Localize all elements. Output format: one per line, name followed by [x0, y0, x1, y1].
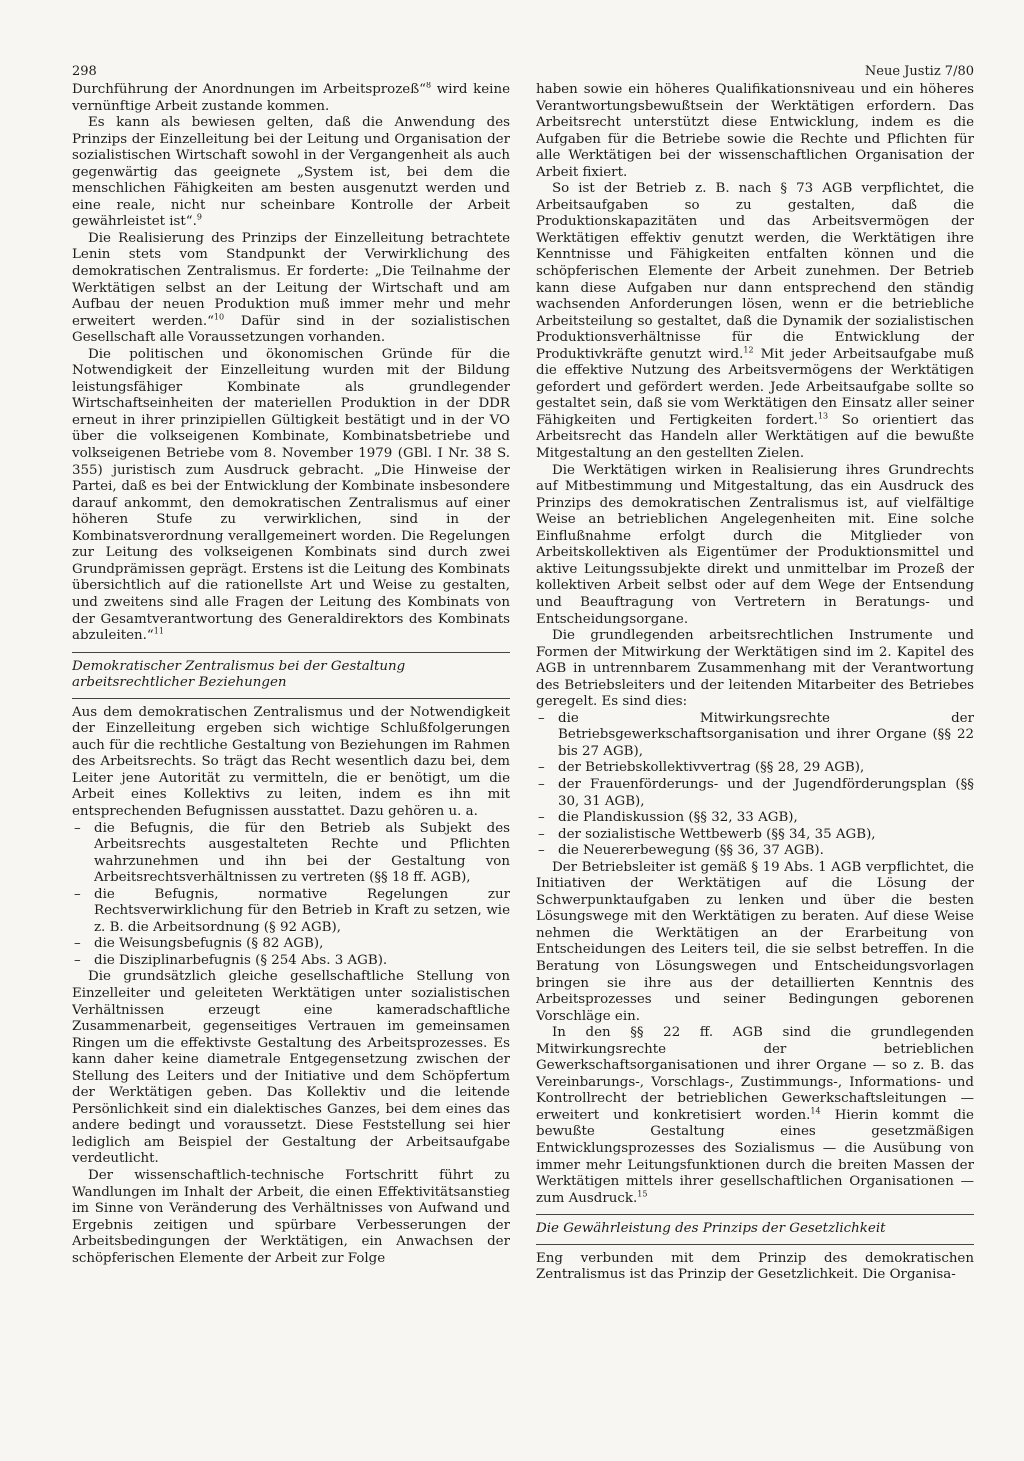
section-heading: Demokratischer Zentralismus bei der Gestaltung arbeitsrechtlicher Beziehungen: [72, 652, 510, 699]
paragraph: Der Betriebsleiter ist gemäß § 19 Abs. 1 AGB verpflichtet, die Initiativen der Werktätigen auf die Lösung der Schwerpunktaufgaben zu lenken und über die besten Lösungswege mit den Werktätigen zu beraten. Auf diese Weise nehmen die Werktätigen an der Erarbeitung von Entscheidungen des Leiters teil, die sie selbst betreffen. In die Beratung von Lösungswegen und Entscheidungsvorlagen bringen sie ihre aus der detaillierten Kenntnis des Arbeitsprozesses und seiner Bedingungen geborenen Vorschläge ein.: [536, 859, 974, 1024]
right-column: [536, 82, 974, 1412]
footnote-ref: 11: [153, 626, 164, 636]
list-item: – der sozialistische Wettbewerb (§§ 34, 35 AGB),: [536, 827, 974, 844]
list-item: – die Befugnis, die für den Betrieb als Subjekt des Arbeitsrechts ausgestalteten Rechte und Pflichten wahrzunehmen und ihn bei der Gestaltung von Arbeitsrechtsverhältnissen zu vertreten (§§ 18 ff. AGB),: [72, 821, 510, 887]
list-item: – die Mitwirkungsrechte der Betriebsgewerkschaftsorganisation und ihrer Organe (§§ 22 bis 27 AGB),: [536, 711, 974, 761]
section-heading: Die Gewährleistung des Prinzips der Gesetzlichkeit: [536, 1214, 974, 1245]
paragraph: So ist der Betrieb z. B. nach § 73 AGB verpflichtet, die Arbeitsaufgaben so zu gestalten, daß die Produktionskapazitäten und das Arbeitsvermögen der Werktätigen effektiv genutzt werden, die Werktätigen ihre Kenntnisse und Fähigkeiten entfalten können und die schöpferischen Elemente der Arbeit zunehmen. Der Betrieb kann diese Aufgaben nur dann entsprechend den ständig wachsenden Anforderungen lösen, wenn er die betriebliche Arbeitsteilung so gestaltet, daß die Dynamik der sozialistischen Produktionsverhältnisse für die Entwicklung der Produktivkräfte genutzt wird.$^{12}$ Mit jeder Arbeitsaufgabe muß die effektive Nutzung des Arbeitsvermögens der Werktätigen gefordert und gefördert werden. Jede Arbeitsaufgabe sollte so gestaltet sein, daß sie vom Werktätigen den Einsatz aller seiner Fähigkeiten und Fertigkeiten fordert.$^{13}$ So orientiert das Arbeitsrecht das Handeln aller Werktätigen auf die bewußte Mitgestaltung an den gestellten Zielen.: [536, 181, 974, 462]
journal-title: Neue Justiz 7/80: [864, 64, 974, 79]
list-item: – der Frauenförderungs- und der Jugendförderungsplan (§§ 30, 31 AGB),: [536, 777, 974, 810]
paragraph: In den §§ 22 ff. AGB sind die grundlegenden Mitwirkungsrechte der betrieblichen Gewerkschaftsorganisationen und ihrer Organe — so z. B. das Vereinbarungs-, Vorschlags-, Zustimmungs-, Informations- und Kontrollrecht der betrieblichen Gewerkschaftsleitungen — erweitert und konkretisiert worden.$^{14}$ Hierin kommt die bewußte Gestaltung eines gesetzmäßigen Entwicklungsprozesses des Sozialismus — die Ausübung von immer mehr Leitungsfunktionen durch die breiten Massen der Werktätigen mittels ihrer gesellschaftlichen Organisationen — zum Ausdruck.$^{15}$: [536, 1025, 974, 1206]
paragraph: Die grundsätzlich gleiche gesellschaftliche Stellung von Einzelleiter und geleiteten Werktätigen unter sozialistischen Verhältnissen erzeugt eine kameradschaftliche Zusammenarbeit, gegenseitiges Vertrauen im gemeinsamen Ringen um die effektivste Gestaltung des Arbeitsprozesses. Es kann daher keine diametrale Entgegensetzung zwischen der Stellung des Leiters und der Initiative und dem Schöpfertum der Werktätigen geben. Das Kollektiv und die leitende Persönlichkeit sind ein dialektisches Ganzes, bei dem eines das andere bedingt und voraussetzt. Diese Feststellung sei hier lediglich am Beispiel der Gestaltung der Arbeitsaufgabe verdeutlicht.: [72, 969, 510, 1167]
paragraph: Die grundlegenden arbeitsrechtlichen Instrumente und Formen der Mitwirkung der Werktätigen sind im 2. Kapitel des AGB in untrennbarem Zusammenhang mit der Verantwortung des Betriebsleiters und der leitenden Mitarbeiter des Betriebes geregelt. Es sind dies:: [536, 628, 974, 710]
paragraph: Durchführung der Anordnungen im Arbeitsprozeß“$^8$ wird keine vernünftige Arbeit zustande kommen.: [72, 82, 510, 114]
list-item: – die Befugnis, normative Regelungen zur Rechtsverwirklichung für den Betrieb in Kraft zu setzen, wie z. B. die Arbeitsordnung (§ 92 AGB),: [72, 887, 510, 937]
paragraph: Der wissenschaftlich-technische Fortschritt führt zu Wandlungen im Inhalt der Arbeit, die einen Effektivitätsanstieg im Sinne von Veränderung des Verhältnisses von Aufwand und Ergebnis zeitigen und spürbare Verbesserungen der Arbeitsbedingungen der Werktätigen, ein Anwachsen der schöpferischen Elemente der Arbeit zur Folge: [72, 1168, 510, 1266]
dash-list: [536, 711, 974, 860]
paragraph: Die Werktätigen wirken in Realisierung ihres Grundrechts auf Mitbestimmung und Mitgestaltung, das ein Ausdruck des Prinzips des demokratischen Zentralismus ist, auf vielfältige Weise an betrieblichen Angelegenheiten mit. Eine solche Einflußnahme erfolgt durch die Mitglieder von Arbeitskollektiven als Eigentümer der Produktionsmittel und aktive Leitungssubjekte direkt und unmittelbar im Prozeß der kollektiven Arbeit selbst oder auf dem Wege der Entsendung und Beauftragung von Vertretern in Beratungs- und Entscheidungsorgane.: [536, 462, 974, 627]
footnote-ref: 9: [196, 212, 203, 222]
footnote-ref: 13: [817, 411, 829, 421]
paragraph: Es kann als bewiesen gelten, daß die Anwendung des Prinzips der Einzelleitung bei der Leitung und Organisation der sozialistischen Wirtschaft sowohl in der Vergangenheit als auch gegenwärtig das geeignete „System ist, bei dem die menschlichen Fähigkeiten am besten ausgenutzt werden und eine reale, nicht nur scheinbare Kontrolle der Arbeit gewährleistet ist“.$^9$: [72, 115, 510, 230]
paragraph: Die Realisierung des Prinzips der Einzelleitung betrachtete Lenin stets vom Standpunkt der Verwirklichung des demokratischen Zentralismus. Er forderte: „Die Teilnahme der Werktätigen selbst an der Leitung der Wirtschaft und am Aufbau der neuen Produktion muß immer mehr und mehr erweitert werden.“$^{10}$ Dafür sind in der sozialistischen Gesellschaft alle Voraussetzungen vorhanden.: [72, 230, 510, 346]
dash-list: [72, 821, 510, 970]
list-item: – die Disziplinarbefugnis (§ 254 Abs. 3 AGB).: [72, 953, 510, 970]
list-item: – die Weisungsbefugnis (§ 82 AGB),: [72, 936, 510, 953]
list-item: – der Betriebskollektivvertrag (§§ 28, 29 AGB),: [536, 760, 974, 777]
footnote-ref: 8: [426, 82, 432, 90]
footnote-ref: 12: [743, 345, 754, 355]
paragraph: haben sowie ein höheres Qualifikationsniveau und ein höheres Verantwortungsbewußtsein der Werktätigen erfordern. Das Arbeitsrecht unterstützt diese Entwicklung, indem es die Aufgaben für die Betriebe sowie die Rechte und Pflichten für alle Werktätigen bei der wissenschaftlichen Organisation der Arbeit fixiert.: [536, 82, 974, 180]
paragraph: Aus dem demokratischen Zentralismus und der Notwendigkeit der Einzelleitung ergeben sich wichtige Schlußfolgerungen auch für die rechtliche Gestaltung von Beziehungen im Rahmen des Arbeitsrechts. So trägt das Recht wesentlich dazu bei, dem Leiter jene Autorität zu vermitteln, die er benötigt, um die Arbeit eines Kollektivs zu leiten, indem es ihn mit entsprechenden Befugnissen ausstattet. Dazu gehören u. a.: [72, 704, 510, 819]
left-column: [72, 82, 510, 1412]
list-item: – die Plandiskussion (§§ 32, 33 AGB),: [536, 810, 974, 827]
footnote-ref: 10: [213, 312, 225, 322]
footnote-ref: 14: [810, 1106, 821, 1116]
footnote-ref: 15: [637, 1189, 648, 1199]
page-header: [72, 62, 974, 82]
paragraph: Die politischen und ökonomischen Gründe für die Notwendigkeit der Einzelleitung wurden mit der Bildung leistungsfähiger Kombinate als grundlegender Wirtschaftseinheiten der materiellen Produktion in der DDR erneut in ihrer prinzipiellen Gültigkeit bestätigt und in der VO über die volkseigenen Kombinate, Kombinatsbetriebe und volkseigenen Betriebe vom 8. November 1979 (GBl. I Nr. 38 S. 355) juristisch zum Ausdruck gebracht. „Die Hinweise der Partei, daß es bei der Entwicklung der Kombinate insbesondere darauf ankommt, den demokratischen Zentralismus auf einer höheren Stufe zu verwirklichen, sind in der Kombinatsverordnung verallgemeinert worden. Die Regelungen zur Leitung des volkseigenen Kombinats sind durch zwei Grundprämissen geprägt. Erstens ist die Leitung des Kombinats übersichtlich auf die rationellste Art und Weise zu gestalten, und zweitens sind alle Fragen der Leitung des Kombinats von der Gesamtverantwortung des Generaldirektors des Kombinats abzuleiten.“$^{11}$: [72, 346, 510, 644]
paragraph: Eng verbunden mit dem Prinzip des demokratischen Zentralismus ist das Prinzip der Gesetzlichkeit. Die Organisa-: [536, 1250, 974, 1283]
page-number: 298: [72, 64, 97, 79]
list-item: – die Neuererbewegung (§§ 36, 37 AGB).: [536, 843, 974, 860]
